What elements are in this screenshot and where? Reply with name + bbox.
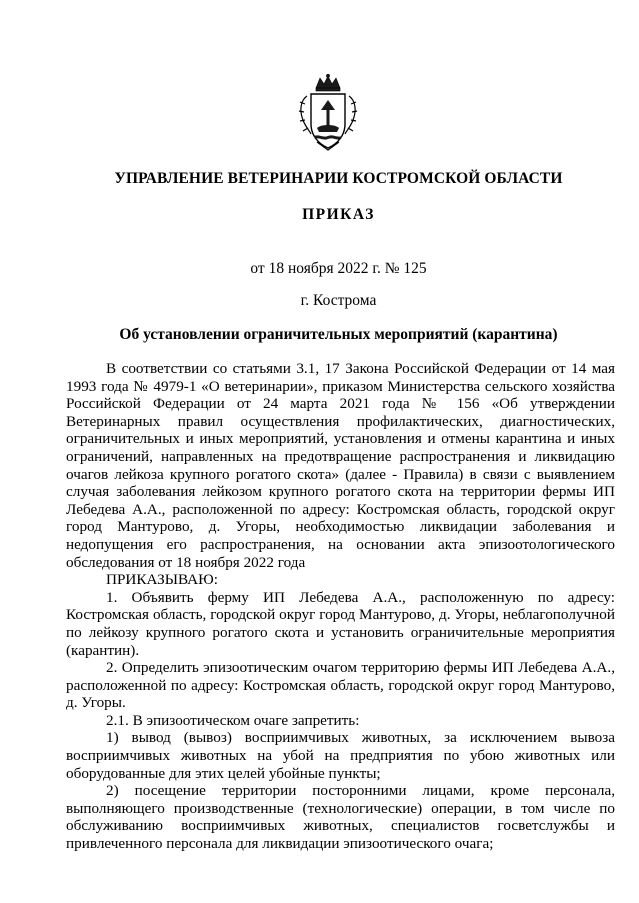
order-item-2-1-1: 1) вывод (вывоз) восприимчивых животных, за исключением вывоза восприимчивых животных на убой на предприятия по убою животных или оборудованные для этих целей убойные пункты; — [66, 729, 615, 782]
order-item-2: 2. Определить эпизоотическим очагом территорию фермы ИП Лебедева А.А., расположенной по адресу: Костромская область, городской округ город Мантурово, д. Угоры. — [66, 659, 615, 712]
order-item-2-1: 2.1. В эпизоотическом очаге запретить: — [106, 711, 360, 729]
document-body — [66, 360, 615, 853]
document-city: г. Кострома — [300, 292, 377, 309]
order-word: ПРИКАЗЫВАЮ: — [106, 571, 218, 589]
preamble-paragraph: В соответствии со статьями 3.1, 17 Закона Российской Федерации от 14 мая 1993 года № 4979-1 «О ветеринарии», приказом Министерства сельского хозяйства Российской Федерации от 24 марта 2021 года № 156 «Об утверждении Ветеринарных правил осуществления профилактических, диагностических, ограничительных и иных мероприятий, установления и отмены карантина и иных ограничений, направленных на предотвращение распространения и ликвидацию очагов лейкоза крупного рогатого скота» (далее - Правила) в связи с выявлением случая заболевания лейкозом крупного рогатого скота на территории фермы ИП Лебедева А.А., расположенной по адресу: Костромская область, городской округ город Мантурово, д. Угоры, необходимостью ликвидации заболевания и недопущения его распространения, на основании акта эпизоотологического обследования от 18 ноября 2022 года — [66, 360, 615, 571]
order-item-2-1-2: 2) посещение территории посторонними лицами, кроме персонала, выполняющего производственные (технологические) операции, в том числе по обслуживанию восприимчивых животных, специалистов госветслужбы и привлеченного персонала для ликвидации эпизоотического очага; — [66, 782, 615, 853]
document-type: ПРИКАЗ — [302, 206, 375, 223]
document-date-number: от 18 ноября 2022 г. № 125 — [250, 260, 427, 277]
document-subject: Об установлении ограничительных мероприятий (карантина) — [119, 326, 558, 343]
organization-title: УПРАВЛЕНИЕ ВЕТЕРИНАРИИ КОСТРОМСКОЙ ОБЛАСТИ — [114, 170, 563, 187]
order-item-1: 1. Объявить ферму ИП Лебедева А.А., расположенную по адресу: Костромская область, городской округ город Мантурово, д. Угоры, неблагополучной по лейкозу крупного рогатого скота и установить ограничительные мероприятия (карантин). — [66, 588, 615, 659]
coat-of-arms-emblem — [297, 74, 359, 152]
